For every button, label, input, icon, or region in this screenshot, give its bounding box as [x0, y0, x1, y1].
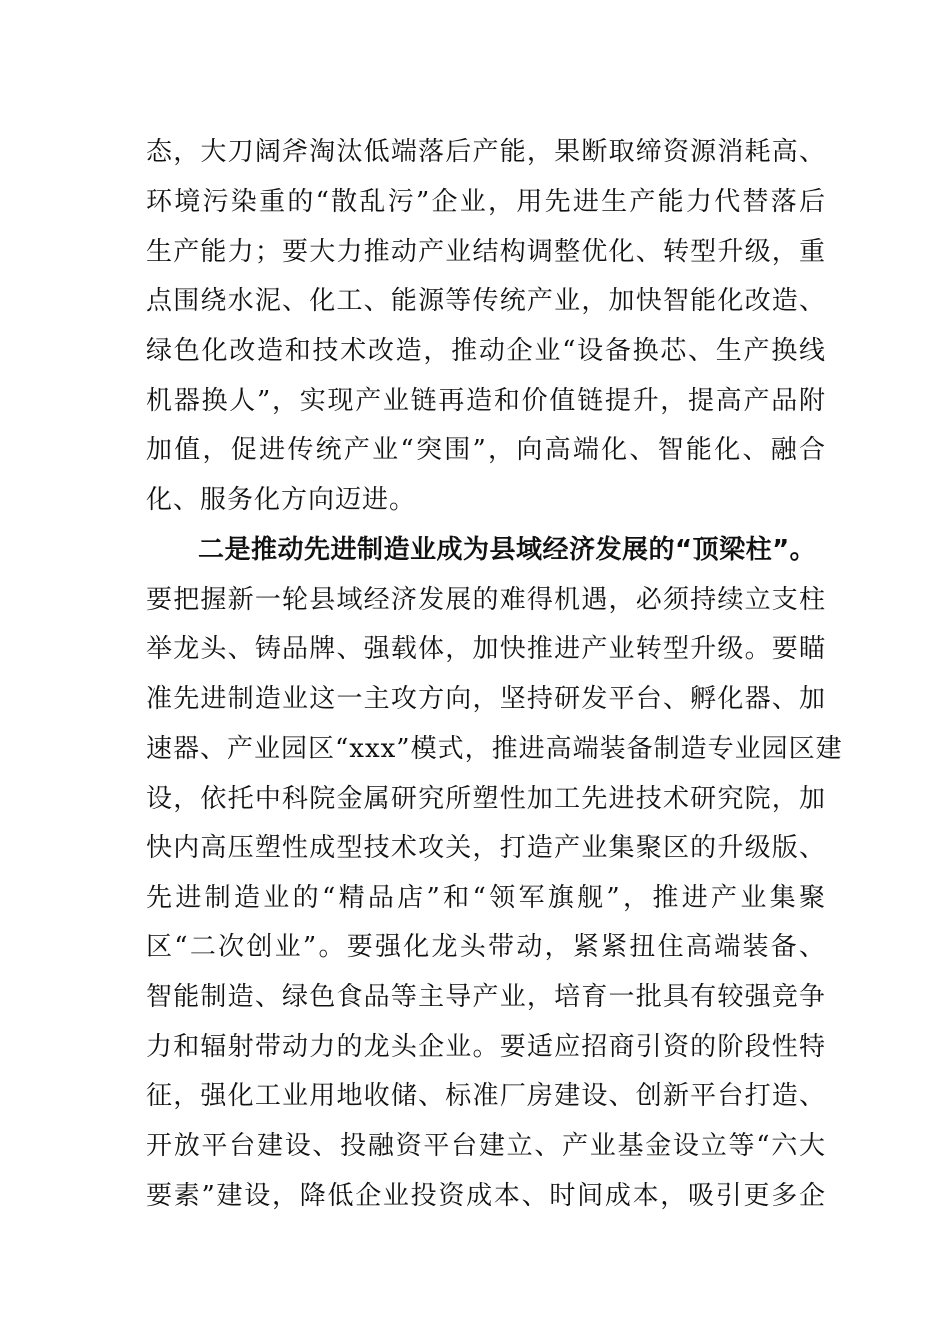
body-text-line: 点围绕水泥、化工、能源等传统产业，加快智能化改造、	[146, 286, 826, 316]
body-text-line: 征，强化工业用地收储、标准厂房建设、创新平台打造、	[146, 1081, 826, 1111]
body-text-line: 绿色化改造和技术改造，推动企业“设备换芯、生产换线	[146, 336, 826, 366]
body-text-line: 化、服务化方向迈进。	[146, 485, 417, 515]
body-text-line: 加值，促进传统产业“突围”，向高端化、智能化、融合	[146, 435, 826, 465]
body-text-line: 先进制造业的“精品店”和“领军旗舰”，推进产业集聚	[146, 883, 826, 913]
body-text-line: 速器、产业园区“xxx”模式，推进高端装备制造专业园区建	[146, 734, 843, 764]
body-text-line: 环境污染重的“散乱污”企业，用先进生产能力代替落后	[146, 187, 826, 217]
body-text-line: 举龙头、铸品牌、强载体，加快推进产业转型升级。要瞄	[146, 634, 826, 664]
body-text-line: 要素”建设，降低企业投资成本、时间成本，吸引更多企	[146, 1181, 826, 1211]
body-text-line: 生产能力；要大力推动产业结构调整优化、转型升级，重	[146, 237, 826, 267]
body-text-line: 准先进制造业这一主攻方向，坚持研发平台、孵化器、加	[146, 684, 826, 714]
body-text-line: 机器换人”，实现产业链再造和价值链提升，提高产品附	[146, 386, 826, 416]
section-heading: 二是推动先进制造业成为县域经济发展的“顶梁柱”。	[198, 535, 817, 565]
body-text-line: 快内高压塑性成型技术攻关，打造产业集聚区的升级版、	[146, 833, 826, 863]
body-text-line: 力和辐射带动力的龙头企业。要适应招商引资的阶段性特	[146, 1032, 826, 1062]
body-text-line: 智能制造、绿色食品等主导产业，培育一批具有较强竞争	[146, 982, 826, 1012]
body-text-line: 要把握新一轮县域经济发展的难得机遇，必须持续立支柱	[146, 585, 826, 615]
body-text-line: 设，依托中科院金属研究所塑性加工先进技术研究院，加	[146, 784, 826, 814]
body-text-line: 态，大刀阔斧淘汰低端落后产能，果断取缔资源消耗高、	[146, 137, 826, 167]
body-text-line: 区“二次创业”。要强化龙头带动，紧紧扭住高端装备、	[146, 932, 826, 962]
body-text-line: 开放平台建设、投融资平台建立、产业基金设立等“六大	[146, 1131, 826, 1161]
